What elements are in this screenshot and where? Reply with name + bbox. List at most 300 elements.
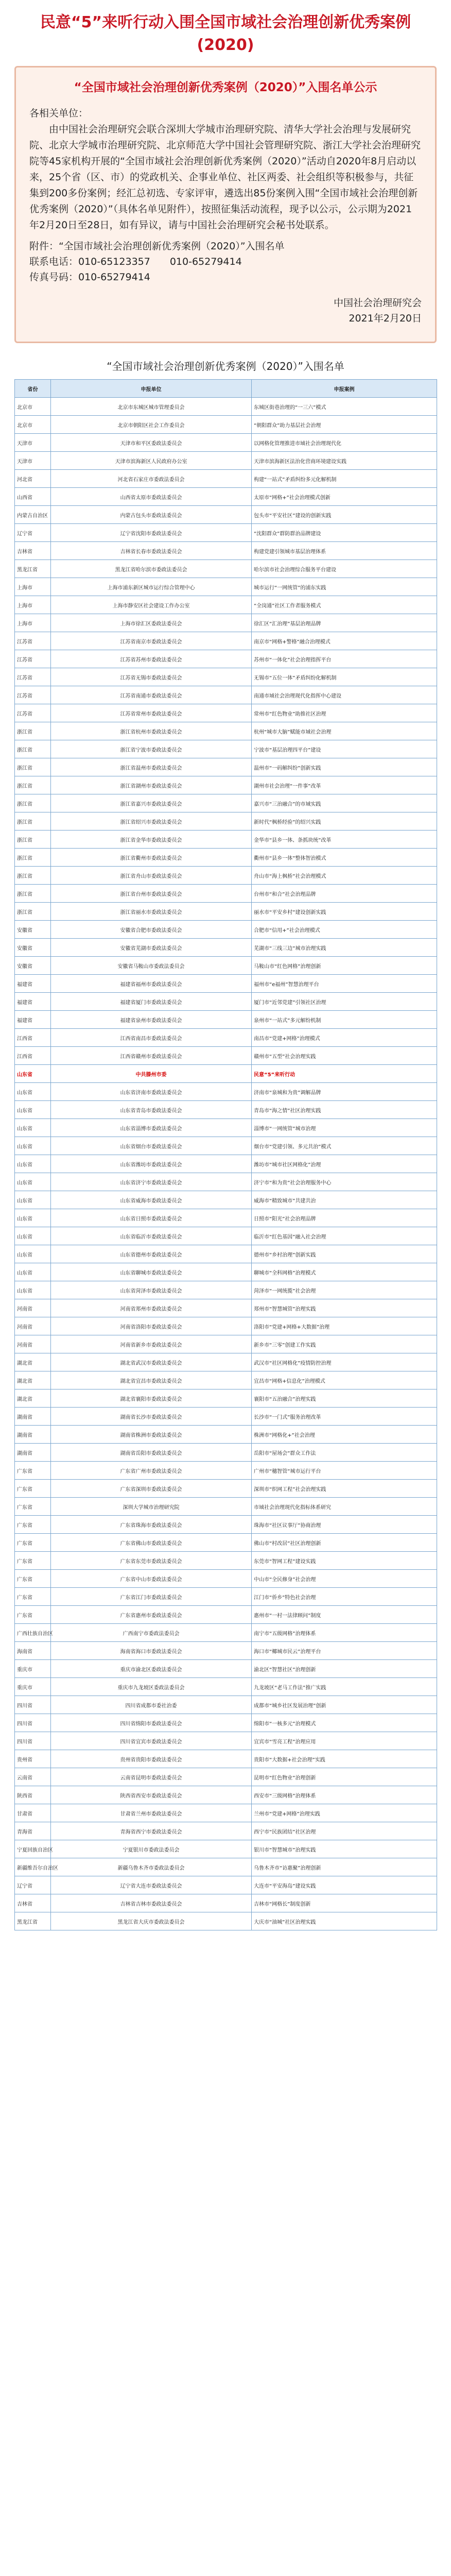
table-row (15, 903, 437, 921)
table-row (15, 1335, 437, 1353)
case-cell: 太原市“网格+”社会治理模式创新 (252, 488, 437, 506)
province-cell: 海南省 (15, 1642, 51, 1660)
unit-cell: 浙江省绍兴市委政法委员会 (51, 812, 252, 831)
header-province: 省份 (15, 380, 51, 398)
table-row (15, 849, 437, 867)
table-row (15, 1516, 437, 1534)
case-cell: 青岛市“海之情”社区治理实践 (252, 1101, 437, 1119)
unit-cell: 浙江省嘉兴市委政法委员会 (51, 794, 252, 812)
province-cell: 贵州省 (15, 1750, 51, 1768)
province-cell: 北京市 (15, 416, 51, 434)
table-row (15, 452, 437, 470)
case-cell: 成都市“城乡社区发展治理”创新 (252, 1696, 437, 1714)
case-cell: 嘉兴市“三治融合”的市域实践 (252, 794, 437, 812)
table-row (15, 1822, 437, 1840)
case-cell: 民意“5”来听行动 (252, 1065, 437, 1083)
province-cell: 江苏省 (15, 704, 51, 722)
case-cell: 福州市“e福州”智慧治理平台 (252, 975, 437, 993)
case-cell: 临沂市“红色基因”融入社会治理 (252, 1227, 437, 1245)
unit-cell: 内蒙古包头市委政法委员会 (51, 506, 252, 524)
case-cell: 洛阳市“党建+网格+大数据”治理 (252, 1317, 437, 1335)
province-cell: 浙江省 (15, 758, 51, 776)
table-row (15, 1696, 437, 1714)
province-cell: 江西省 (15, 1029, 51, 1047)
case-cell: 潍坊市“城市社区网格化”治理 (252, 1155, 437, 1173)
province-cell: 辽宁省 (15, 1876, 51, 1894)
province-cell: 山东省 (15, 1065, 51, 1083)
table-row (15, 704, 437, 722)
case-cell: 南京市“网格+警格”融合治理模式 (252, 632, 437, 650)
table-row (15, 993, 437, 1011)
province-cell: 山东省 (15, 1281, 51, 1299)
province-cell: 内蒙古自治区 (15, 506, 51, 524)
table-row (15, 831, 437, 849)
table-row (15, 1570, 437, 1588)
unit-cell: 江西省赣州市委政法委员会 (51, 1047, 252, 1065)
province-cell: 四川省 (15, 1732, 51, 1750)
table-row (15, 470, 437, 488)
header-unit: 申报单位 (51, 380, 252, 398)
unit-cell: 山东省聊城市委政法委员会 (51, 1263, 252, 1281)
province-cell: 浙江省 (15, 831, 51, 849)
table-row (15, 1462, 437, 1480)
province-cell: 广西壮族自治区 (15, 1624, 51, 1642)
table-row (15, 1732, 437, 1750)
province-cell: 江苏省 (15, 686, 51, 704)
table-row (15, 1119, 437, 1137)
table-row (15, 740, 437, 758)
case-cell: 绵阳市“一核多元”治理模式 (252, 1714, 437, 1732)
unit-cell: 山东省威海市委政法委员会 (51, 1191, 252, 1209)
unit-cell: 福建省福州市委政法委员会 (51, 975, 252, 993)
province-cell: 浙江省 (15, 849, 51, 867)
province-cell: 山东省 (15, 1227, 51, 1245)
case-cell: 银川市“智慧城市”治理实践 (252, 1840, 437, 1858)
case-cell: 构建党建引领城市基层治理体系 (252, 542, 437, 560)
table-row (15, 1642, 437, 1660)
unit-cell: 江苏省南通市委政法委员会 (51, 686, 252, 704)
table-row (15, 1426, 437, 1444)
table-row (15, 1840, 437, 1858)
province-cell: 江苏省 (15, 668, 51, 686)
case-cell: 杭州“城市大脑”赋能市域社会治理 (252, 722, 437, 740)
case-cell: 徐汇区“汇治理”基层治理品牌 (252, 614, 437, 632)
case-cell: 大连市“平安海岛”建设实践 (252, 1876, 437, 1894)
province-cell: 上海市 (15, 614, 51, 632)
unit-cell: 黑龙江省大庆市委政法委员会 (51, 1912, 252, 1930)
unit-cell: 浙江省杭州市委政法委员会 (51, 722, 252, 740)
case-cell: 衢州市“县乡一体”整体智治模式 (252, 849, 437, 867)
province-cell: 浙江省 (15, 722, 51, 740)
case-cell: 聊城市“全科网格”治理模式 (252, 1263, 437, 1281)
case-cell: 长沙市“一门式”服务治理改革 (252, 1408, 437, 1426)
table-row (15, 1498, 437, 1516)
province-cell: 湖南省 (15, 1408, 51, 1426)
announcement-body: 由中国社会治理研究会联合深圳大学城市治理研究院、清华大学社会治理与发展研究院、北京大学城市治理研究院、北京师范大学中国社会管理研究院、浙江大学社会治理研究院等45家机构开展的“全国市域社会治理创新优秀案例（2020）”活动自2020年8月启动以来，25个省（区、市）的党政机关、企事业单位、社区两委、社会组织等积极参与，共征集到200多份案例；经汇总初选、专家评审，遴选出85份案例入围“全国市域社会治理创新优秀案例（2020）”（具体名单见附件），按照征集活动流程，现予以公示，公示期为2021年2月20日至28日，如有异议，请与中国社会治理研究会秘书处联系。 (29, 124, 421, 231)
case-cell: 武汉市“社区网格化”疫情防控治理 (252, 1353, 437, 1371)
province-cell: 河北省 (15, 470, 51, 488)
case-cell: 宜宾市“雪亮工程”治理应用 (252, 1732, 437, 1750)
table-row (15, 957, 437, 975)
table-row (15, 1588, 437, 1606)
unit-cell: 湖北省襄阳市委政法委员会 (51, 1389, 252, 1408)
unit-cell: 河南省新乡市委政法委员会 (51, 1335, 252, 1353)
province-cell: 天津市 (15, 434, 51, 452)
case-cell: 日照市“阳光”社会治理品牌 (252, 1209, 437, 1227)
table-row (15, 578, 437, 596)
unit-cell: 吉林省长春市委政法委员会 (51, 542, 252, 560)
unit-cell: 广东省东莞市委政法委员会 (51, 1552, 252, 1570)
province-cell: 广东省 (15, 1534, 51, 1552)
unit-cell: 天津市滨海新区人民政府办公室 (51, 452, 252, 470)
header-case: 申报案例 (252, 380, 437, 398)
province-cell: 湖南省 (15, 1426, 51, 1444)
table-row (15, 885, 437, 903)
province-cell: 广东省 (15, 1606, 51, 1624)
unit-cell: 山东省淄博市委政法委员会 (51, 1119, 252, 1137)
case-cell: 惠州市“一村一法律顾问”制度 (252, 1606, 437, 1624)
province-cell: 广东省 (15, 1480, 51, 1498)
province-cell: 山东省 (15, 1083, 51, 1101)
case-cell: 宁波市“基层治理四平台”建设 (252, 740, 437, 758)
unit-cell: 江苏省南京市委政法委员会 (51, 632, 252, 650)
province-cell: 湖北省 (15, 1371, 51, 1389)
table-row (15, 1137, 437, 1155)
unit-cell: 浙江省温州市委政法委员会 (51, 758, 252, 776)
province-cell: 河南省 (15, 1299, 51, 1317)
unit-cell: 四川省绵阳市委政法委员会 (51, 1714, 252, 1732)
table-row (15, 1606, 437, 1624)
province-cell: 福建省 (15, 975, 51, 993)
province-cell: 广东省 (15, 1552, 51, 1570)
province-cell: 河南省 (15, 1317, 51, 1335)
table-row (15, 614, 437, 632)
salutation: 各相关单位： (29, 108, 89, 119)
unit-cell: 浙江省湖州市委政法委员会 (51, 776, 252, 794)
case-cell: 新时代“枫桥经验”的绍兴实践 (252, 812, 437, 831)
province-cell: 广东省 (15, 1462, 51, 1480)
unit-cell: 辽宁省大连市委政法委员会 (51, 1876, 252, 1894)
province-cell: 山东省 (15, 1191, 51, 1209)
case-cell: 厦门市“近邻党建”引领社区治理 (252, 993, 437, 1011)
case-cell: 襄阳市“五治融合”治理实践 (252, 1389, 437, 1408)
province-cell: 湖北省 (15, 1389, 51, 1408)
case-cell: 苏州市“一体化”社会治理指挥平台 (252, 650, 437, 668)
case-cell: 广州市“穗智管”城市运行平台 (252, 1462, 437, 1480)
unit-cell: 湖北省宜昌市委政法委员会 (51, 1371, 252, 1389)
unit-cell: 云南省昆明市委政法委员会 (51, 1768, 252, 1786)
table-row (15, 1894, 437, 1912)
unit-cell: 广东省珠海市委政法委员会 (51, 1516, 252, 1534)
case-cell: 岳阳市“屋场会”群众工作法 (252, 1444, 437, 1462)
table-row (15, 1299, 437, 1317)
case-cell: 构建“一站式”矛盾纠纷多元化解机制 (252, 470, 437, 488)
unit-cell: 山东省烟台市委政法委员会 (51, 1137, 252, 1155)
signature-org: 中国社会治理研究会 (333, 297, 422, 309)
case-cell: 株洲市“网格化+”社会治理 (252, 1426, 437, 1444)
unit-cell: 山东省青岛市委政法委员会 (51, 1101, 252, 1119)
table-row (15, 1083, 437, 1101)
table-row (15, 398, 437, 416)
case-cell: 昆明市“红色物业”治理创新 (252, 1768, 437, 1786)
attachment-line: 附件：“全国市域社会治理创新优秀案例（2020）”入围名单 (29, 241, 285, 252)
case-cell: 合肥市“信用+”社会治理模式 (252, 921, 437, 939)
unit-cell: 湖北省武汉市委政法委员会 (51, 1353, 252, 1371)
case-cell: 台州市“和合”社会治理品牌 (252, 885, 437, 903)
table-row (15, 1804, 437, 1822)
unit-cell: 海南省海口市委政法委员会 (51, 1642, 252, 1660)
province-cell: 吉林省 (15, 542, 51, 560)
table-row (15, 1876, 437, 1894)
province-cell: 广东省 (15, 1588, 51, 1606)
case-cell: 宜昌市“网格+信息化”治理模式 (252, 1371, 437, 1389)
case-cell: “沈阳群众”群防群治品牌建设 (252, 524, 437, 542)
unit-cell: 中共滕州市委 (51, 1065, 252, 1083)
province-cell: 山东省 (15, 1137, 51, 1155)
table-row (15, 1678, 437, 1696)
table-row (15, 1408, 437, 1426)
table-row (15, 921, 437, 939)
province-cell: 山东省 (15, 1155, 51, 1173)
table-row (15, 1173, 437, 1191)
table-row (15, 434, 437, 452)
case-cell: 海口市“椰城市民云”治理平台 (252, 1642, 437, 1660)
list-title: “全国市域社会治理创新优秀案例（2020）”入围名单 (107, 360, 344, 372)
case-cell: 九龙坡区“老马工作法”推广实践 (252, 1678, 437, 1696)
unit-cell: 山东省济南市委政法委员会 (51, 1083, 252, 1101)
unit-cell: 吉林省吉林市委政法委员会 (51, 1894, 252, 1912)
table-row (15, 650, 437, 668)
unit-cell: 广东省中山市委政法委员会 (51, 1570, 252, 1588)
unit-cell: 江苏省无锡市委政法委员会 (51, 668, 252, 686)
province-cell: 浙江省 (15, 740, 51, 758)
case-cell: 兰州市“党建+网格”治理实践 (252, 1804, 437, 1822)
unit-cell: 广东省江门市委政法委员会 (51, 1588, 252, 1606)
unit-cell: 福建省泉州市委政法委员会 (51, 1011, 252, 1029)
unit-cell: 山东省日照市委政法委员会 (51, 1209, 252, 1227)
province-cell: 浙江省 (15, 867, 51, 885)
table-row (15, 1858, 437, 1876)
unit-cell: 浙江省金华市委政法委员会 (51, 831, 252, 849)
province-cell: 重庆市 (15, 1678, 51, 1696)
province-cell: 安徽省 (15, 939, 51, 957)
case-list-table (14, 379, 437, 1930)
table-row (15, 1786, 437, 1804)
unit-cell: 广西南宁市委政法委员会 (51, 1624, 252, 1642)
case-cell: 珠海市“社区议事厅”协商治理 (252, 1516, 437, 1534)
announcement-title: “全国市域社会治理创新优秀案例（2020）”入围名单公示 (74, 81, 377, 94)
case-cell: 南通市域社会治理现代化指挥中心建设 (252, 686, 437, 704)
case-cell: 贵阳市“大数据+社会治理”实践 (252, 1750, 437, 1768)
table-header-row (15, 380, 437, 398)
unit-cell: 深圳大学城市治理研究院 (51, 1498, 252, 1516)
province-cell: 河南省 (15, 1335, 51, 1353)
case-cell: 淄博市“一网统管”城市治理 (252, 1119, 437, 1137)
unit-cell: 江西省南昌市委政法委员会 (51, 1029, 252, 1047)
case-cell: 德州市“乡村治理”创新实践 (252, 1245, 437, 1263)
case-cell: 芜湖市“三线三边”城市治理实践 (252, 939, 437, 957)
table-row (15, 812, 437, 831)
case-cell: 哈尔滨市社会治理综合服务平台建设 (252, 560, 437, 578)
unit-cell: 山东省潍坊市委政法委员会 (51, 1155, 252, 1173)
announcement-box (14, 66, 437, 343)
unit-cell: 山东省临沂市委政法委员会 (51, 1227, 252, 1245)
table-row (15, 776, 437, 794)
unit-cell: 福建省厦门市委政法委员会 (51, 993, 252, 1011)
case-cell: 温州市“一码解纠纷”创新实践 (252, 758, 437, 776)
table-row (15, 1371, 437, 1389)
unit-cell: 重庆市渝北区委政法委员会 (51, 1660, 252, 1678)
case-cell: 深圳市“织网工程”社会治理实践 (252, 1480, 437, 1498)
unit-cell: 湖南省株洲市委政法委员会 (51, 1426, 252, 1444)
unit-cell: 北京市朝阳区社会工作委员会 (51, 416, 252, 434)
case-cell: 马鞍山市“红色网格”治理创新 (252, 957, 437, 975)
unit-cell: 山东省济宁市委政法委员会 (51, 1173, 252, 1191)
province-cell: 陕西省 (15, 1786, 51, 1804)
table-row (15, 1317, 437, 1335)
unit-cell: 河北省石家庄市委政法委员会 (51, 470, 252, 488)
unit-cell: 四川省成都市委社治委 (51, 1696, 252, 1714)
case-cell: 威海市“精致城市”共建共治 (252, 1191, 437, 1209)
case-cell: 南宁市“五级网格”治理体系 (252, 1624, 437, 1642)
case-cell: 无锡市“五位一体”矛盾纠纷化解机制 (252, 668, 437, 686)
unit-cell: 浙江省衢州市委政法委员会 (51, 849, 252, 867)
case-cell: 市域社会治理现代化指标体系研究 (252, 1498, 437, 1516)
table-row (15, 1552, 437, 1570)
case-cell: 烟台市“党建引领、多元共治”模式 (252, 1137, 437, 1155)
table-row (15, 596, 437, 614)
unit-cell: 辽宁省沈阳市委政法委员会 (51, 524, 252, 542)
table-row (15, 1444, 437, 1462)
table-row (15, 488, 437, 506)
province-cell: 四川省 (15, 1714, 51, 1732)
table-row (15, 506, 437, 524)
table-row (15, 560, 437, 578)
table-row (15, 632, 437, 650)
province-cell: 江苏省 (15, 650, 51, 668)
province-cell: 浙江省 (15, 812, 51, 831)
case-cell: 中山市“全民修身”社会治理 (252, 1570, 437, 1588)
province-cell: 黑龙江省 (15, 560, 51, 578)
unit-cell: 上海市浦东新区城市运行综合管理中心 (51, 578, 252, 596)
case-cell: 济宁市“和为贵”社会治理服务中心 (252, 1173, 437, 1191)
unit-cell: 贵州省贵阳市委政法委员会 (51, 1750, 252, 1768)
province-cell: 广东省 (15, 1570, 51, 1588)
province-cell: 浙江省 (15, 794, 51, 812)
province-cell: 山东省 (15, 1101, 51, 1119)
province-cell: 辽宁省 (15, 524, 51, 542)
unit-cell: 浙江省丽水市委政法委员会 (51, 903, 252, 921)
table-row (15, 1912, 437, 1930)
table-row (15, 1750, 437, 1768)
table-row (15, 1047, 437, 1065)
unit-cell: 陕西省西安市委政法委员会 (51, 1786, 252, 1804)
unit-cell: 山东省德州市委政法委员会 (51, 1245, 252, 1263)
province-cell: 青海省 (15, 1822, 51, 1840)
phone-line: 联系电话：010-65123357 010-65279414 (29, 256, 242, 267)
table-row (15, 1534, 437, 1552)
table-row (15, 1263, 437, 1281)
table-row (15, 1155, 437, 1173)
unit-cell: 上海市徐汇区委政法委员会 (51, 614, 252, 632)
unit-cell: 广东省佛山市委政法委员会 (51, 1534, 252, 1552)
case-cell: 新乡市“三零”创建工作实践 (252, 1335, 437, 1353)
table-row (15, 867, 437, 885)
unit-cell: 江苏省苏州市委政法委员会 (51, 650, 252, 668)
fax-line: 传真号码：010-65279414 (29, 272, 150, 283)
province-cell: 天津市 (15, 452, 51, 470)
province-cell: 四川省 (15, 1696, 51, 1714)
case-cell: 南昌市“党建+网格”治理模式 (252, 1029, 437, 1047)
case-cell: 舟山市“海上枫桥”社会治理模式 (252, 867, 437, 885)
table-row (15, 1624, 437, 1642)
table-row (15, 1227, 437, 1245)
case-cell: 常州市“红色物业”助推社区治理 (252, 704, 437, 722)
unit-cell: 湖南省岳阳市委政法委员会 (51, 1444, 252, 1462)
unit-cell: 四川省宜宾市委政法委员会 (51, 1732, 252, 1750)
table-row (15, 1245, 437, 1263)
province-cell: 重庆市 (15, 1660, 51, 1678)
province-cell: 山东省 (15, 1263, 51, 1281)
province-cell: 上海市 (15, 578, 51, 596)
case-cell: 东城区街巷治理的“一三六”模式 (252, 398, 437, 416)
unit-cell: 新疆乌鲁木齐市委政法委员会 (51, 1858, 252, 1876)
province-cell: 山东省 (15, 1209, 51, 1227)
case-cell: 泉州市“一站式”多元解纷机制 (252, 1011, 437, 1029)
province-cell: 安徽省 (15, 957, 51, 975)
case-cell: “全岗通”社区工作者服务模式 (252, 596, 437, 614)
province-cell: 广东省 (15, 1498, 51, 1516)
case-cell: 吉林市“网格长”制度创新 (252, 1894, 437, 1912)
case-cell: “朝阳群众”助力基层社会治理 (252, 416, 437, 434)
table-row (15, 722, 437, 740)
province-cell: 江西省 (15, 1047, 51, 1065)
table-row (15, 1101, 437, 1119)
province-cell: 甘肃省 (15, 1804, 51, 1822)
unit-cell: 重庆市九龙坡区委政法委员会 (51, 1678, 252, 1696)
table-row (15, 1209, 437, 1227)
unit-cell: 黑龙江省哈尔滨市委政法委员会 (51, 560, 252, 578)
unit-cell: 广东省广州市委政法委员会 (51, 1462, 252, 1480)
province-cell: 北京市 (15, 398, 51, 416)
province-cell: 浙江省 (15, 903, 51, 921)
province-cell: 黑龙江省 (15, 1912, 51, 1930)
table-row (15, 1281, 437, 1299)
table-row (15, 1029, 437, 1047)
unit-cell: 北京市东城区城市管理委员会 (51, 398, 252, 416)
unit-cell: 山西省太原市委政法委员会 (51, 488, 252, 506)
unit-cell: 河南省郑州市委政法委员会 (51, 1299, 252, 1317)
signature-date: 2021年2月20日 (349, 313, 422, 324)
case-cell: 菏泽市“一网统揽”社会治理 (252, 1281, 437, 1299)
province-cell: 宁夏回族自治区 (15, 1840, 51, 1858)
table-row (15, 1065, 437, 1083)
case-cell: 赣州市“五型”社会治理实践 (252, 1047, 437, 1065)
unit-cell: 河南省洛阳市委政法委员会 (51, 1317, 252, 1335)
unit-cell: 天津市和平区委政法委员会 (51, 434, 252, 452)
table-row (15, 794, 437, 812)
unit-cell: 山东省菏泽市委政法委员会 (51, 1281, 252, 1299)
province-cell: 山东省 (15, 1173, 51, 1191)
case-cell: 郑州市“智慧城管”治理实践 (252, 1299, 437, 1317)
table-row (15, 1191, 437, 1209)
province-cell: 新疆维吾尔自治区 (15, 1858, 51, 1876)
unit-cell: 宁夏银川市委政法委员会 (51, 1840, 252, 1858)
case-cell: 城市运行“一网统管”的浦东实践 (252, 578, 437, 596)
case-cell: 佛山市“村改居”社区治理创新 (252, 1534, 437, 1552)
province-cell: 山西省 (15, 488, 51, 506)
province-cell: 浙江省 (15, 776, 51, 794)
